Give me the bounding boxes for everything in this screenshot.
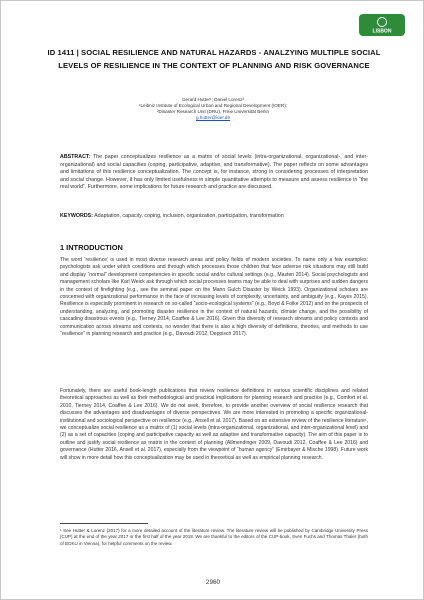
page-number: 2960 (205, 579, 221, 586)
section-heading: 1 INTRODUCTION (60, 243, 123, 252)
body-paragraph-2: Fortunately, there are useful book-length publications that review resilience definitions in various scientific disciplines and related theoretical approaches as well as their methodological and practical implications for planning research and practice (e.g., Comfort et al. 2010, Tierney 2014, Coaffee & Lee 2016). We do not seek, therefore, to provide another overview of social resilience research that discusses the advantages and disadvantages of diverse perspectives. We are more interested in promoting a specific organizational-institutional and sociological perspective on resilience (e.g., Ansell et al. 2017). Based on an extensive review of the resilience literature¹, we conceptualize social resilience as a matrix of (1) social levels (intra-organizational, organizational, and inter-organizational level) and (2) as a set of capacities (coping and participative capacity as well as adaptive and transformative capacity). The aim of this paper is to outline and justify social resilience as matrix in the context of planning (Allmendinger 2009, Davoudi 2012, Coaffee & Lee 2016) and governance (Hutter 2016, Ansell et al. 2017), especially from the viewpoint of “human agency” (Emirbayer & Mische 1998). Future work will show in more detail how this conceptualization may be used in theoretical as well as empirical planning research. (60, 388, 368, 461)
affiliation-1: ¹Leibniz Institute of Ecological Urban and Regional Development (IOER); (138, 103, 288, 109)
author-names: Gerard Hutter¹; Daniel Lorenz² (181, 97, 245, 102)
abstract-label: ABSTRACT: (60, 154, 91, 160)
footnote-divider (60, 523, 148, 524)
keywords (60, 213, 368, 221)
affiliation-2: ²Disaster Research Unit (DRU), Freie Universität Berlin (156, 109, 270, 115)
abstract-text: The paper conceptualizes resilience as a matrix of social levels (intra-organizational, organizational-, and inter-organizational) and social capacities (coping, participative, adaptive, and transformative). The paper reflects on some advantages and limitations of this resilience conceptualization. The concept is, for instance, strong in considering processes of interpretation and social change. However, it has only limited usefulness in simple quantitative attempts to measure and assess resilience in “the real world”. Furthermore, some implications for future research and practice are discussed. (60, 154, 368, 191)
keywords-text: Adaptation, capacity, coping, inclusion, organization, participation, transformation (92, 213, 284, 219)
conference-logo (359, 14, 405, 36)
author-email-link[interactable]: g.hutter@ioer.de (195, 115, 231, 121)
abstract (60, 154, 368, 192)
keywords-label: KEYWORDS: (60, 213, 93, 219)
paper-title: ID 1411 | SOCIAL RESILIENCE AND NATURAL HAZARDS - ANALZYING MULTIPLE SOCIAL LEVELS OF RESILIENCE IN THE CONTEXT OF PLANNING AND RISK GOVERNANCE (47, 48, 381, 70)
footnote: ¹ See Hutter & Lorenz (2017) for a more detailed account of the literature review. The literature review will be published by Cambridge University Press (CUP) at the end of the year 2017 or the first half of the year 2018. We are thankful to the editors of the CUP-book, Sven Fuchs and Thomas Thaler (both of BOKU in Vienna), for helpful comments on the review. (60, 528, 368, 546)
author-block (61, 97, 365, 121)
body-paragraph-1: The word ‘resilience’ is used in most diverse research areas and policy fields of modern societies. To name only a few examples: psychologists ask under which conditions and through which processes those children that face adverse risk situations may still build and display “normal” development competencies in specific social and/or cultural settings (e.g., Masten 2014). Social psychologists and management scholars like Karl Weick ask through which social processes teams may be able to deal with surprises and sudden dangers in the context of firefighting (e.g., see the seminal paper on the Mann Gulch Disaster by Weick 1993). Organizational scholars are concerned with organizational performance in the face of increasing levels of complexity, uncertainty, and ambiguity (e.g., Kayes 2015). Resilience is especially prominent in research on so-called “socio-ecological systems” (e.g., Boyd & Folke 2012) and on the prospects of understanding, analyzing, and promoting disaster resilience in the context of natural hazards, climate change, and the possibility of cascading disastrous events (e.g., Tierney 2014, Coaffee & Lee 2016). Given this diversity of research streams and policy contexts and communication across streams and contexts, no wonder that there is also a high diversity of definitions, theories, and methods to use “resilience” in planning research and practice (e.g., Davoudi 2012, Deppisch 2017). (60, 257, 368, 338)
logo-text: LISBON (372, 28, 392, 35)
